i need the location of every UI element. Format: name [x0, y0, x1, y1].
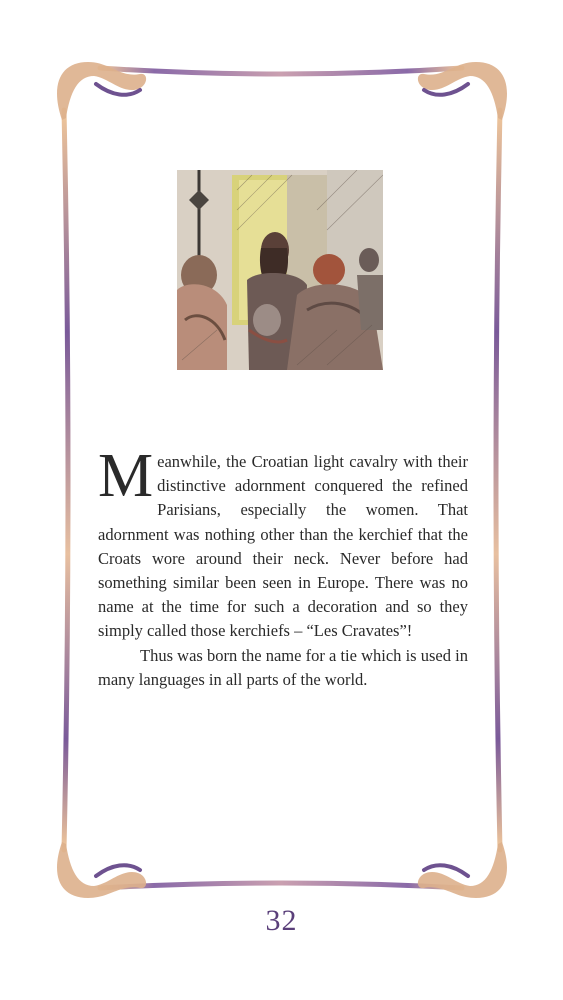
drop-cap: M	[98, 442, 154, 510]
body-text	[98, 442, 468, 692]
paragraph-1	[98, 442, 468, 644]
paragraph-2: Thus was born the name for a tie which is used in many languages in all parts of the world.	[98, 645, 468, 689]
sketch-of-croatian-cavalryman-in-crowd-icon	[177, 170, 383, 370]
page-number: 32	[265, 904, 298, 937]
paragraph-1-text: eanwhile, the Croatian light cavalry with their distinctive adornment conquered the refined Parisians, especially the women. That adornment was nothing other than the kerchief that the Croats wore around their neck. Never before had something similar been seen in Europe. There was no name at the time for such a decoration and so they simply called those kerchiefs – “Les Cravates”!	[98, 452, 468, 641]
cavalry-sketch-illustration	[177, 170, 383, 370]
